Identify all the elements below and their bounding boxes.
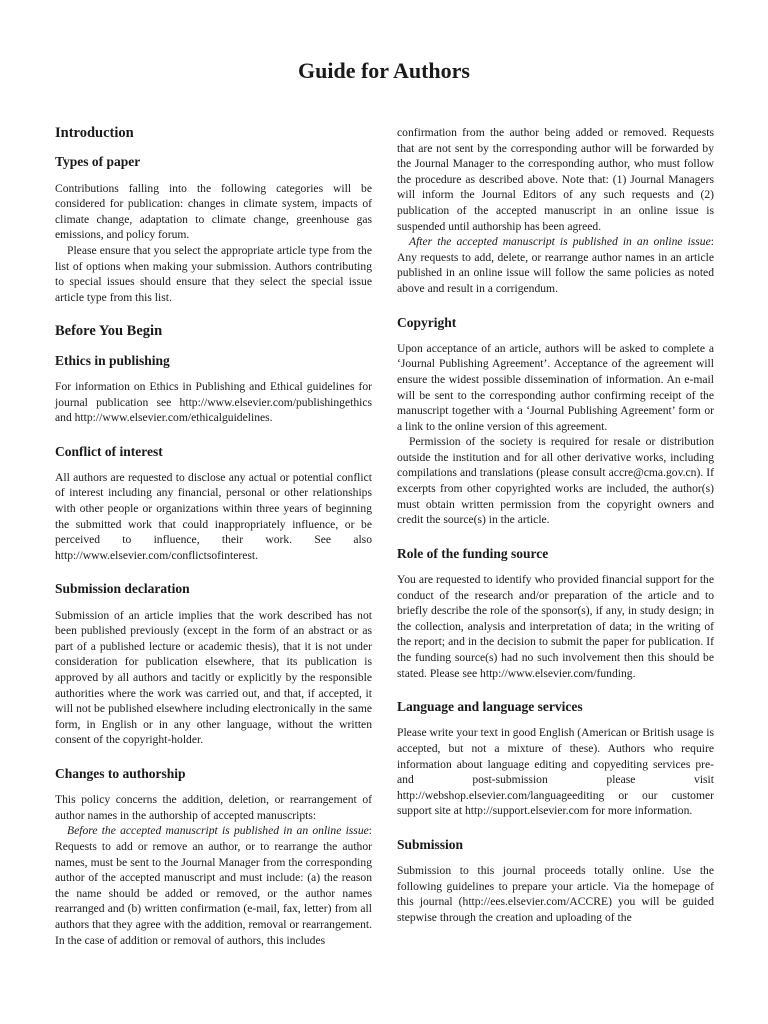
submission-declaration-heading: Submission declaration: [55, 581, 190, 597]
after-published-paragraph: [397, 234, 714, 296]
introduction-heading: Introduction: [55, 125, 134, 141]
conflict-paragraph: All authors are requested to disclose any actual or potential conflict of interest including any financial, personal or other relationships with other people or organizations within three years of beginning the submitted work that could inappropriately influence, or be perceived to influence, their work. See also http://www.elsevier.com/conflictsofinterest.: [55, 470, 372, 562]
ethics-heading: Ethics in publishing: [55, 352, 170, 368]
before-you-begin-heading: Before You Begin: [55, 323, 163, 340]
funding-heading: Role of the funding source: [397, 545, 549, 561]
changes-to-authorship-heading: Changes to authorship: [55, 765, 186, 781]
changes-paragraph-1: This policy concerns the addition, deletion, or rearrangement of author names in the authorship of accepted manuscripts:: [55, 793, 372, 822]
submission-declaration-paragraph: Submission of an article implies that the work described has not been published previously (except in the form of an abstract or as part of a published lecture or academic thesis), that it is not under consideration for publication elsewhere, that its publication is approved by all authors and tacitly or explicitly by the responsible authorities where the work was carried out, and that, if accepted, it will not be published elsewhere including electronically in the same form, in English or in any other language, without the written consent of the copyright-holder.: [55, 608, 372, 747]
language-heading: Language and language services: [397, 699, 583, 715]
submission-paragraph: Submission to this journal proceeds totally online. Use the following guidelines to prepare your article. Via the homepage of this journal (http://ees.elsevier.com/ACCRE) you will be guided stepwise through the creation and uploading of the: [397, 864, 714, 924]
after-italic-phrase: After the accepted manuscript is published in an online issue: [409, 235, 711, 249]
copyright-paragraph-2: Permission of the society is required for resale or distribution outside the institution and for all other derivative works, including compilations and translations (please consult accre@cma.gov.cn). If excerpts from other copyrighted works are included, the author(s) must obtain written permission from the copyright owners and credit the source(s) in the article.: [397, 435, 714, 527]
left-column: [55, 125, 372, 948]
changes-paragraph-2: [55, 823, 372, 948]
authorship-continued-paragraph: confirmation from the author being added or removed. Requests that are not sent by the corresponding author will be forwarded by the Journal Manager to the corresponding author, who must follow the procedure as described above. Note that: (1) Journal Managers will inform the Journal Editors of any such requests and (2) publication of the accepted manuscript in an online issue is suspended until authorship has been agreed.: [397, 126, 714, 233]
submission-heading: Submission: [397, 836, 464, 852]
types-paragraph-2: Please ensure that you select the appropriate article type from the list of options when making your submission. Authors contributing to special issues should ensure that they select the special issue article type from this list.: [55, 243, 372, 304]
right-column: [397, 125, 714, 926]
copyright-paragraph-1: Upon acceptance of an article, authors will be asked to complete a ‘Journal Publishing Agreement’. Acceptance of the agreement will ensure the widest possible dissemination of information. An e-mail will be sent to the corresponding author confirming receipt of the manuscript together with a ‘Journal Publishing Agreement’ form or a link to the online version of this agreement.: [397, 341, 714, 433]
types-paragraph-1: Contributions falling into the following categories will be considered for publication: changes in climate system, impacts of climate change, adaptation to climate change, greenhouse gas emissions, and policy forum.: [55, 181, 372, 242]
changes-paragraph-2-text: : Requests to add or remove an author, or to rearrange the author names, must be sent to the Journal Manager from the corresponding author of the accepted manuscript and must include: (a) the reason the name should be added or removed, or the author names rearranged and (b) written confirmation (e-mail, fax, letter) from all authors that they agree with the addition, removal or rearrangement. In the case of addition or removal of authors, this includes: [55, 824, 372, 947]
language-paragraph: Please write your text in good English (American or British usage is accepted, but not a mixture of these). Authors who require information about language editing and copyediting services pre- and post-submission please visit http://webshop.elsevier.com/languageediting or our customer support site at http://support.elsevier.com for more information.: [397, 726, 714, 818]
conflict-heading: Conflict of interest: [55, 443, 163, 459]
types-of-paper-heading: Types of paper: [55, 154, 141, 170]
ethics-paragraph: For information on Ethics in Publishing and Ethical guidelines for journal publication see http://www.elsevier.com/publishingethics and http://www.elsevier.com/ethicalguidelines.: [55, 379, 372, 425]
after-published-text: : Any requests to add, delete, or rearrange author names in an article published in an online issue will follow the same policies as noted above and result in a corrigendum.: [397, 235, 714, 295]
page-title: Guide for Authors: [298, 58, 470, 83]
copyright-heading: Copyright: [397, 314, 457, 330]
changes-italic-phrase: Before the accepted manuscript is published in an online issue: [67, 824, 369, 838]
funding-paragraph: You are requested to identify who provided financial support for the conduct of the research and/or preparation of the article and to briefly describe the role of the sponsor(s), if any, in study design; in the collection, analysis and interpretation of data; in the writing of the report; and in the decision to submit the paper for publication. If the funding source(s) had no such involvement then this should be stated. Please see http://www.elsevier.com/funding.: [397, 573, 714, 680]
